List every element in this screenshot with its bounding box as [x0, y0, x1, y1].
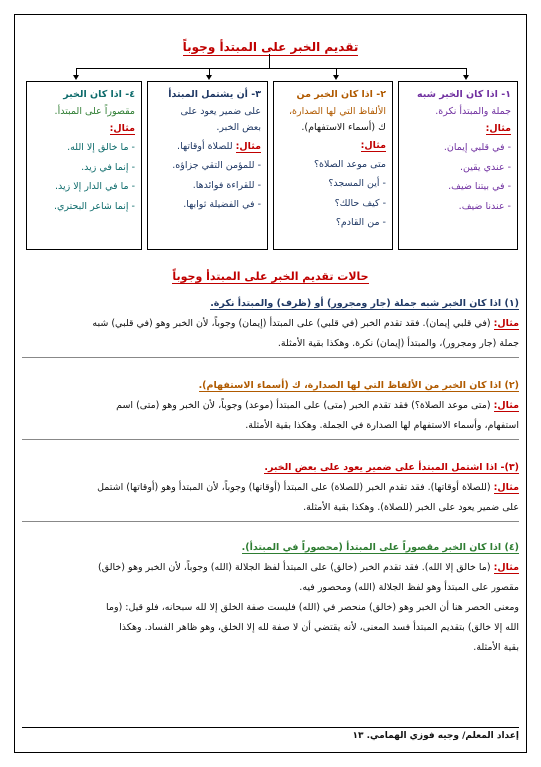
- case-line: مثال: (ما خالق إلا الله). فقد تقدم الخبر (خالق) على المبتدأ لفظ الجلالة (الله) وجوباً، لأن الخبر وهو (خالق): [98, 561, 519, 573]
- tree-branch: [76, 68, 466, 69]
- box-example: - للقراءة فوائدها.: [192, 179, 261, 191]
- case-line: جملة (جار ومجرور)، والمبتدأ (إيمان) نكرة. وهكذا بقية الأمثلة.: [277, 337, 519, 349]
- box-example: - في بيتنا ضيف.: [448, 181, 511, 193]
- case-line: مثال: (في قلبي إيمان). فقد تقدم الخبر (في قلبي) على المبتدأ (إيمان) وجوباً، لأن الخبر وهو (في قلبي) شبه: [92, 317, 519, 329]
- tree-arrow-4: [73, 75, 79, 80]
- footer-credit: إعداد المعلم/ وجيه فوزي الهمامي. ١٣: [22, 727, 519, 741]
- tree-arrow-2: [333, 75, 339, 80]
- box-example: متى موعد الصلاة؟: [313, 158, 386, 170]
- box-example: - عندنا ضيف.: [458, 200, 511, 212]
- case-line: مثال: (للصلاة أوقاتها). فقد تقدم الخبر (للصلاة) على المبتدأ (أوقاتها) وجوباً، لأن المبتدأ وهو (أوقاتها) اشتمل: [97, 481, 519, 493]
- case-1: [22, 294, 519, 358]
- case-line: بقية الأمثلة.: [473, 641, 519, 653]
- box-example: - في قلبي إيمان.: [443, 142, 511, 154]
- box-case-1: [398, 81, 518, 250]
- example-label: مثال:: [235, 140, 261, 152]
- separator: [22, 521, 519, 522]
- box-subtitle: جملة والمبتدأ نكرة.: [435, 105, 511, 117]
- box-example: - عندي يقين.: [460, 161, 511, 173]
- case-heading: (٣)- اذا اشتمل المبتدأ على ضمير يعود على بعض الخبر.: [264, 462, 519, 473]
- main-title: تقديم الخبر على المبتدأ وجوباً: [182, 40, 359, 54]
- box-example: - إنما في زيد.: [81, 161, 135, 173]
- box-case-4: [26, 81, 142, 250]
- box-subtitle-2: بعض الخبر.: [216, 122, 261, 134]
- tree-stem: [269, 54, 270, 68]
- box-example: - ما خالق إلا الله.: [67, 142, 135, 154]
- case-line: مثال: (متى موعد الصلاة؟) فقد تقدم الخبر (متى) على المبتدأ (موعد) وجوباً، لأن الخبر وهو (متى) اسم: [116, 399, 519, 411]
- box-case-2: [273, 81, 393, 250]
- tree-arrow-1: [463, 75, 469, 80]
- case-2: [22, 376, 519, 440]
- case-line: ومعنى الحصر هنا أن الخبر وهو (خالق) منحصر في (الله) فليست صفة الخلق إلا لله سبحانه، فلو قيل: (وما: [106, 601, 519, 613]
- section-title: حالات تقديم الخبر على المبتدأ وجوباً: [172, 270, 369, 283]
- box-example: - في الفضيلة ثوابها.: [183, 199, 261, 211]
- case-line: الله إلا خالق) بتقديم المبتدأ فسد المعنى، لأنه يقتضي أن لا صفة لله إلا الخلق، وهو ظاهر الفساد. وهكذا: [119, 621, 519, 633]
- box-subtitle: مقصوراً على المبتدأ.: [54, 105, 135, 117]
- case-heading: (٤) اذا كان الخبر مقصوراً على المبتدأ (محصوراً في المبتدأ).: [241, 542, 519, 553]
- example-label: مثال:: [485, 123, 511, 135]
- box-example: - من القادم؟: [335, 217, 386, 229]
- case-line: على ضمير يعود على الخبر (للصلاة). وهكذا بقية الأمثلة.: [303, 501, 519, 513]
- box-title: ٢- اذا كان الخبر من: [296, 89, 386, 100]
- box-case-3: [147, 81, 268, 250]
- example-label: مثال:: [360, 139, 386, 151]
- case-line: مقصور على المبتدأ وهو لفظ الجلالة (الله) ومحصور فيه.: [299, 581, 519, 593]
- box-title: ٣- أن يشتمل المبتدأ: [168, 89, 261, 100]
- box-subtitle: على ضمير يعود على: [180, 105, 261, 117]
- box-example: - كيف حالك؟: [334, 197, 386, 209]
- box-title: ١- اذا كان الخبر شبه: [416, 89, 511, 100]
- case-heading: (١) اذا كان الخبر شبه جملة (جار ومجرور) أو (ظرف) والمبتدأ نكرة.: [210, 298, 519, 309]
- box-example: - إنما شاعر البحتري.: [53, 200, 135, 212]
- box-title: ٤- اذا كان الخبر: [63, 89, 135, 100]
- box-example: - للمؤمن التقي جزاؤه.: [172, 160, 261, 172]
- example-label: مثال:: [109, 123, 135, 135]
- separator: [22, 357, 519, 358]
- case-line: استفهام، وأسماء الاستفهام لها الصدارة في الجملة. وهكذا بقية الأمثلة.: [245, 419, 519, 431]
- tree-arrow-3: [206, 75, 212, 80]
- box-note: ك (أسماء الاستفهام).: [301, 122, 386, 134]
- case-heading: (٢) اذا كان الخبر من الألفاظ التي لها الصدارة، ك (أسماء الاستفهام).: [198, 380, 519, 391]
- box-example-first: مثال: للصلاة أوقاتها.: [177, 140, 261, 152]
- case-4: [22, 538, 519, 658]
- case-3: [22, 458, 519, 522]
- separator: [22, 439, 519, 440]
- box-example: - أين المسجد؟: [328, 178, 386, 190]
- box-example: - ما في الدار إلا زيد.: [54, 181, 135, 193]
- box-subtitle: الألفاظ التي لها الصدارة،: [288, 105, 386, 117]
